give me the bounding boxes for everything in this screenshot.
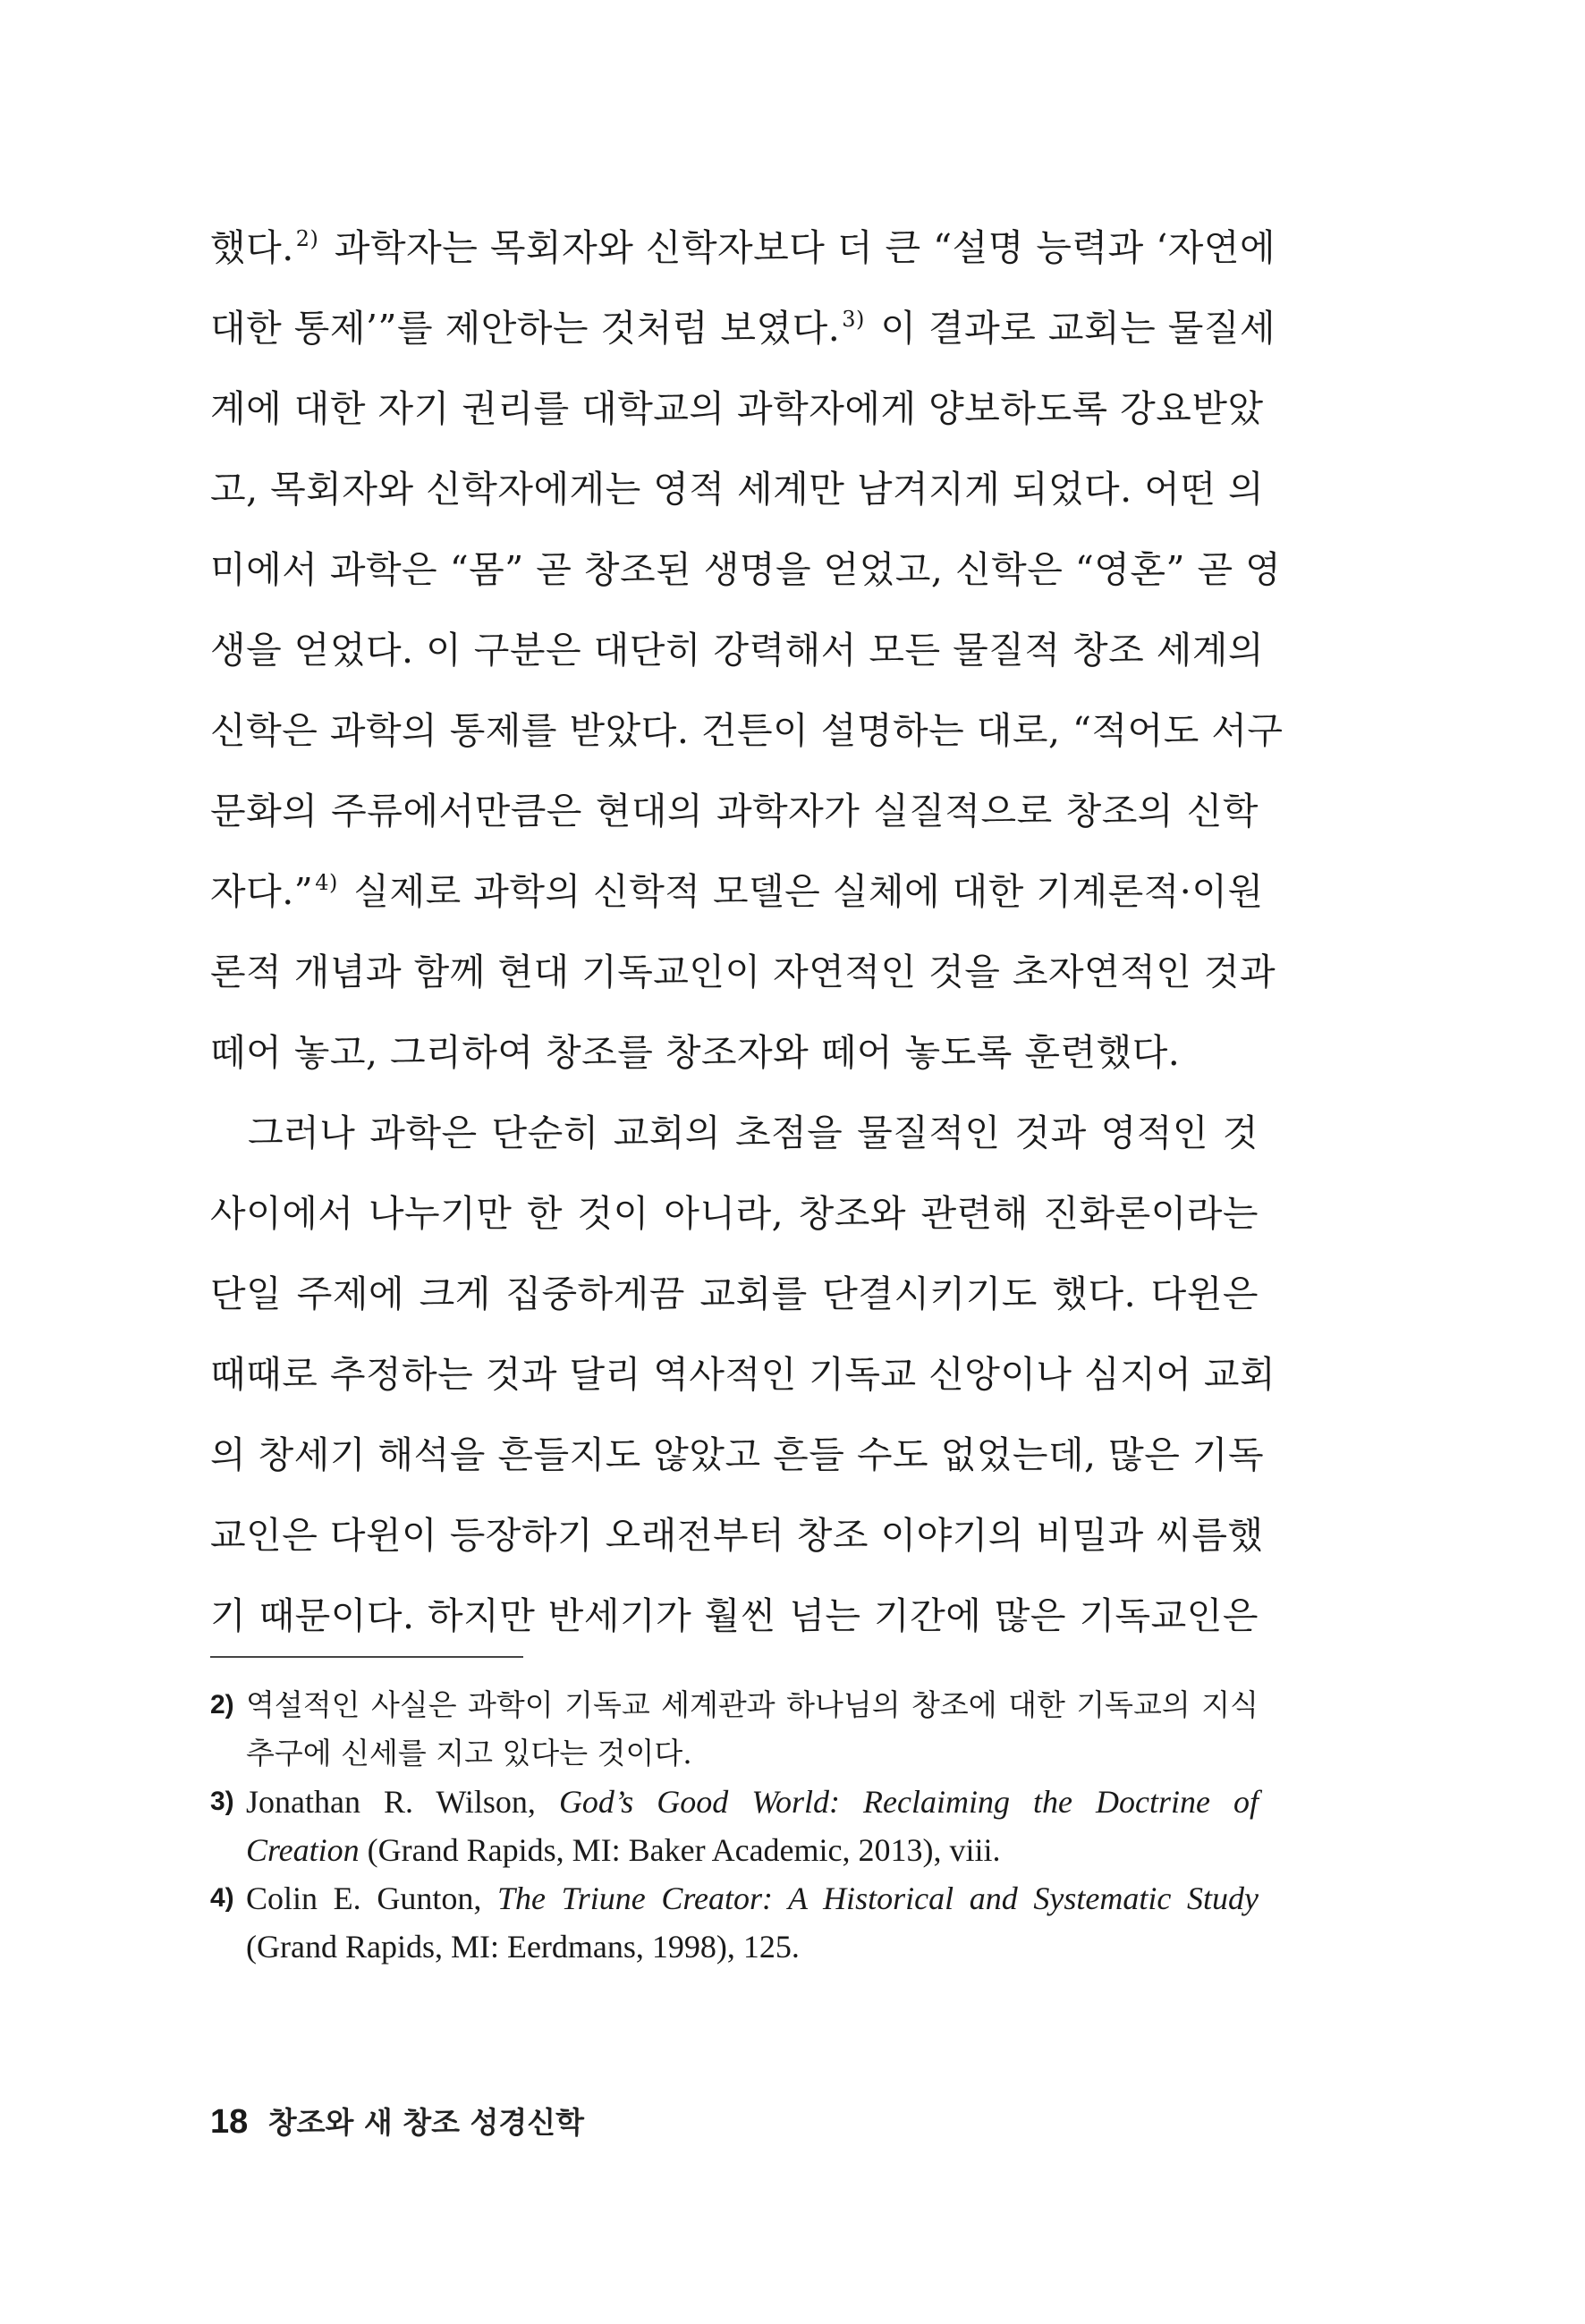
text-line: 했다.$^{2)}$ 과학자는 목회자와 신학자보다 더 큰 “설명 능력과 ‘자연에 <box>210 226 1276 269</box>
paragraph-start-line: 그러나 과학은 단순히 교회의 초점을 물질적인 것과 영적인 것 <box>248 1111 1259 1154</box>
text-line: 때때로 추정하는 것과 달리 역사적인 기독교 신앙이나 심지어 교회 <box>210 1353 1276 1396</box>
footnotes <box>210 1681 1259 1971</box>
text-line: 자다.”$^{4)}$ 실제로 과학의 신학적 모델은 실체에 대한 기계론적·이원 <box>210 870 1264 913</box>
text-line: 문화의 주류에서만큼은 현대의 과학자가 실질적으로 창조의 신학 <box>210 790 1259 832</box>
text-line: 의 창세기 해석을 흔들지도 않았고 흔들 수도 없었는데, 많은 기독 <box>210 1433 1265 1476</box>
footnote-divider <box>210 1656 523 1658</box>
footnote-line: 추구에 신세를 지고 있다는 것이다. <box>246 1736 692 1770</box>
footnote-line: (Grand Rapids, MI: Eerdmans, 1998), 125. <box>246 1929 800 1965</box>
text-line: 대한 통제’”를 제안하는 것처럼 보였다.$^{3)}$ 이 결과로 교회는 물질세 <box>210 307 1276 350</box>
footnote-line: 역설적인 사실은 과학이 기독교 세계관과 하나님의 창조에 대한 기독교의 지식 <box>246 1687 1259 1722</box>
footnote-ref-2: 2) <box>295 226 319 251</box>
text-line: 기 때문이다. 하지만 반세기가 훨씬 넘는 기간에 많은 기독교인은 <box>210 1594 1259 1637</box>
text-line: 떼어 놓고, 그리하여 창조를 창조자와 떼어 놓도록 훈련했다. <box>210 1031 1181 1074</box>
text-line: 미에서 과학은 “몸” 곧 창조된 생명을 얻었고, 신학은 “영혼” 곧 영 <box>210 548 1282 591</box>
footnote-number: 3) <box>210 1787 234 1816</box>
footnote-ref-4: 4) <box>315 870 338 895</box>
text-line: 사이에서 나누기만 한 것이 아니라, 창조와 관련해 진화론이라는 <box>210 1192 1259 1235</box>
footnote-number: 2) <box>210 1690 234 1720</box>
citation-title: Creation <box>246 1832 360 1868</box>
citation-title: God’s Good World: Reclaiming the Doctrine of <box>558 1784 1259 1820</box>
text-line: 계에 대한 자기 권리를 대학교의 과학자에게 양보하도록 강요받았 <box>210 387 1264 430</box>
text-line: 론적 개념과 함께 현대 기독교인이 자연적인 것을 초자연적인 것과 <box>210 951 1276 993</box>
footnote-line: Creation (Grand Rapids, MI: Baker Academic, 2013), viii. <box>246 1832 1001 1868</box>
running-title: 창조와 새 창조 성경신학 <box>267 2105 584 2140</box>
footnote-4 <box>210 1874 1259 1971</box>
page-footer <box>210 2100 584 2144</box>
footnote-2 <box>210 1681 1259 1778</box>
footnote-line: Colin E. Gunton, The Triune Creator: A Historical and Systematic Study <box>246 1880 1259 1916</box>
text-line: 교인은 다윈이 등장하기 오래전부터 창조 이야기의 비밀과 씨름했 <box>210 1514 1264 1557</box>
citation-title: The Triune Creator: A Historical and Systematic Study <box>497 1880 1259 1916</box>
body-text <box>210 207 1284 1656</box>
text-line: 단일 주제에 크게 집중하게끔 교회를 단결시키기도 했다. 다윈은 <box>210 1272 1259 1315</box>
footnote-line: Jonathan R. Wilson, God’s Good World: Reclaiming the Doctrine of <box>246 1784 1259 1820</box>
text-line: 고, 목회자와 신학자에게는 영적 세계만 남겨지게 되었다. 어떤 의 <box>210 468 1265 511</box>
text-line: 신학은 과학의 통제를 받았다. 건튼이 설명하는 대로, “적어도 서구 <box>210 709 1284 752</box>
footnote-ref-3: 3) <box>842 307 865 332</box>
text-line: 생을 얻었다. 이 구분은 대단히 강력해서 모든 물질적 창조 세계의 <box>210 629 1265 672</box>
page-number: 18 <box>210 2103 249 2141</box>
footnote-3 <box>210 1778 1259 1874</box>
footnote-number: 4) <box>210 1883 234 1913</box>
